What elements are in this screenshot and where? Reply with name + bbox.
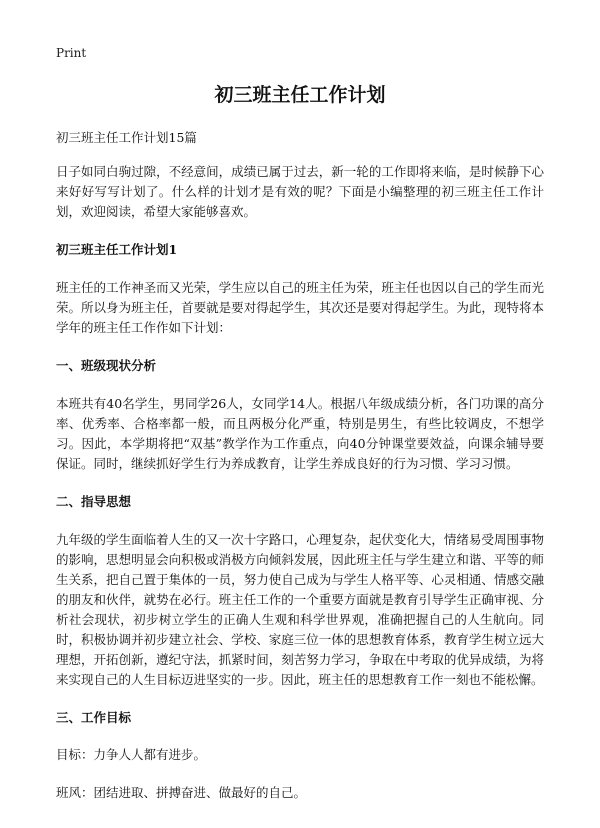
document-title: 初三班主任工作计划	[214, 84, 386, 106]
heading-work-goals: 三、工作目标	[56, 710, 132, 725]
goal-line: 目标：力争人人都有进步。	[56, 747, 207, 762]
class-style-line: 班风：团结进取、拼搏奋进、做最好的自己。	[56, 785, 307, 800]
heading-class-analysis: 一、班级现状分析	[56, 358, 157, 373]
intro-paragraph: 日子如同白驹过隙，不经意间，成绩已属于过去，新一轮的工作即将来临，是时候静下心来好好写写计划了。什么样的计划才是有效的呢？下面是小编整理的初三班主任工作计划，欢迎阅读，希望大家能够喜欢。	[56, 164, 544, 219]
print-label: Print	[56, 46, 87, 60]
guiding-idea-paragraph: 九年级的学生面临着人生的又一次十字路口，心理复杂，起伏变化大，情绪易受周围事物的影响，思想明显会向积极或消极方向倾斜发展，因此班主任与学生建立和谐、平等的师生关系，把自己置于集体的一员，努力使自己成为与学生人格平等、心灵相通、情感交融的朋友和伙伴，就势在必行。班主任工作的一个重要方面就是教育引导学生正确审视、分析社会现状，初步树立学生的正确人生观和科学世界观，准确把握自己的人生航向。同时，积极协调并初步建立社会、学校、家庭三位一体的思想教育体系，教育学生树立远大理想，开拓创新，遵纪守法，抓紧时间，刻苦努力学习，争取在中考取的优异成绩，为将来实现自己的人生目标迈进坚实的一步。因此，班主任的思想教育工作一刻也不能松懈。	[56, 532, 544, 687]
class-analysis-paragraph: 本班共有40名学生，男同学26人，女同学14人。根据八年级成绩分析，各门功课的高分率、优秀率、合格率都一般，而且两极分化严重，特别是男生，有些比较调皮，不想学习。因此，本学期将把“双基”教学作为工作重点，向40分钟课堂要效益，向课余辅导要保证。同时，继续抓好学生行为养成教育，让学生养成良好的行为习惯、学习习惯。	[56, 396, 544, 471]
plan-1-paragraph: 班主任的工作神圣而又光荣，学生应以自己的班主任为荣，班主任也因以自己的学生而光荣。所以身为班主任，首要就是要对得起学生，其次还是要对得起学生。为此，现特将本学年的班主任工作作如下计划：	[56, 280, 544, 335]
document-subtitle: 初三班主任工作计划15篇	[56, 130, 197, 145]
heading-guiding-idea: 二、指导思想	[56, 494, 132, 509]
section-title-plan-1: 初三班主任工作计划1	[56, 242, 178, 257]
